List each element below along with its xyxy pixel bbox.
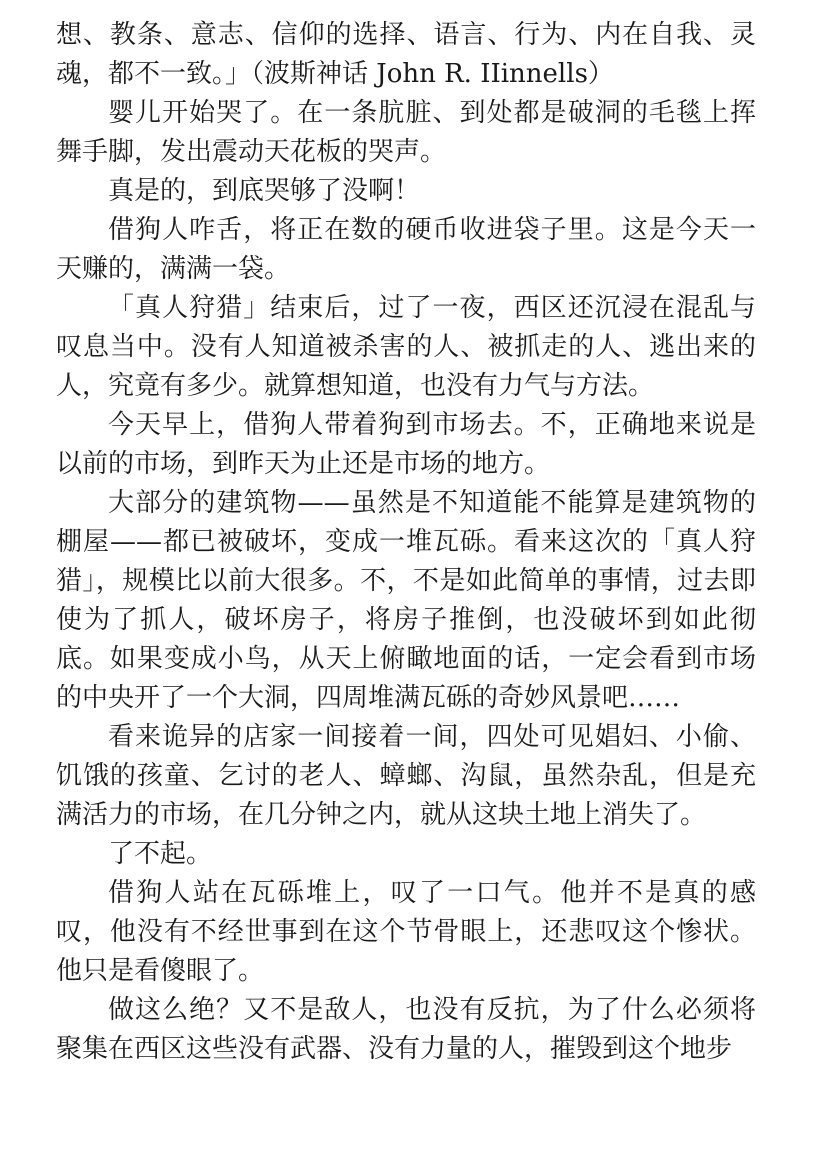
paragraph-8: 看来诡异的店家一间接着一间，四处可见娼妇、小偷、饥饿的孩童、乞讨的老人、蟑螂、沟鼠，虽然杂乱，但是充满活力的市场，在几分钟之内，就从这块土地上消失了。: [56, 722, 756, 830]
paragraph-2: 婴儿开始哭了。在一条肮脏、到处都是破洞的毛毯上挥舞手脚，发出震动天花板的哭声。: [56, 98, 756, 167]
paragraph-7: 大部分的建筑物——虽然是不知道能不能算是建筑物的棚屋——都已被破坏，变成一堆瓦砾。看来这次的「真人狩猎」，规模比以前大很多。不，不是如此简单的事情，过去即使为了抓人，破坏房子，将房子推倒，也没破坏到如此彻底。如果变成小鸟，从天上俯瞰地面的话，一定会看到市场的中央开了一个大洞，四周堆满瓦砾的奇妙风景吧……: [56, 488, 756, 713]
paragraph-9: 了不起。: [108, 839, 213, 869]
page-body: [56, 16, 756, 1069]
paragraph-11: 做这么绝？又不是敌人，也没有反抗，为了什么必须将聚集在西区这些没有武器、没有力量的人，摧毁到这个地步: [56, 995, 756, 1064]
paragraph-6: 今天早上，借狗人带着狗到市场去。不，正确地来说是以前的市场，到昨天为止还是市场的地方。: [56, 410, 756, 479]
paragraph-1: 想、教条、意志、信仰的选择、语言、行为、内在自我、灵魂，都不一致。」（波斯神话 John R. IIinnells）: [56, 20, 756, 89]
paragraph-4: 借狗人咋舌，将正在数的硬币收进袋子里。这是今天一天赚的，满满一袋。: [56, 215, 756, 284]
paragraph-10: 借狗人站在瓦砾堆上，叹了一口气。他并不是真的感叹，他没有不经世事到在这个节骨眼上，还悲叹这个惨状。他只是看傻眼了。: [56, 878, 756, 986]
paragraph-3: 真是的，到底哭够了没啊！: [108, 176, 421, 206]
paragraph-5: 「真人狩猎」结束后，过了一夜，西区还沉浸在混乱与叹息当中。没有人知道被杀害的人、被抓走的人、逃出来的人，究竟有多少。就算想知道，也没有力气与方法。: [56, 293, 756, 401]
